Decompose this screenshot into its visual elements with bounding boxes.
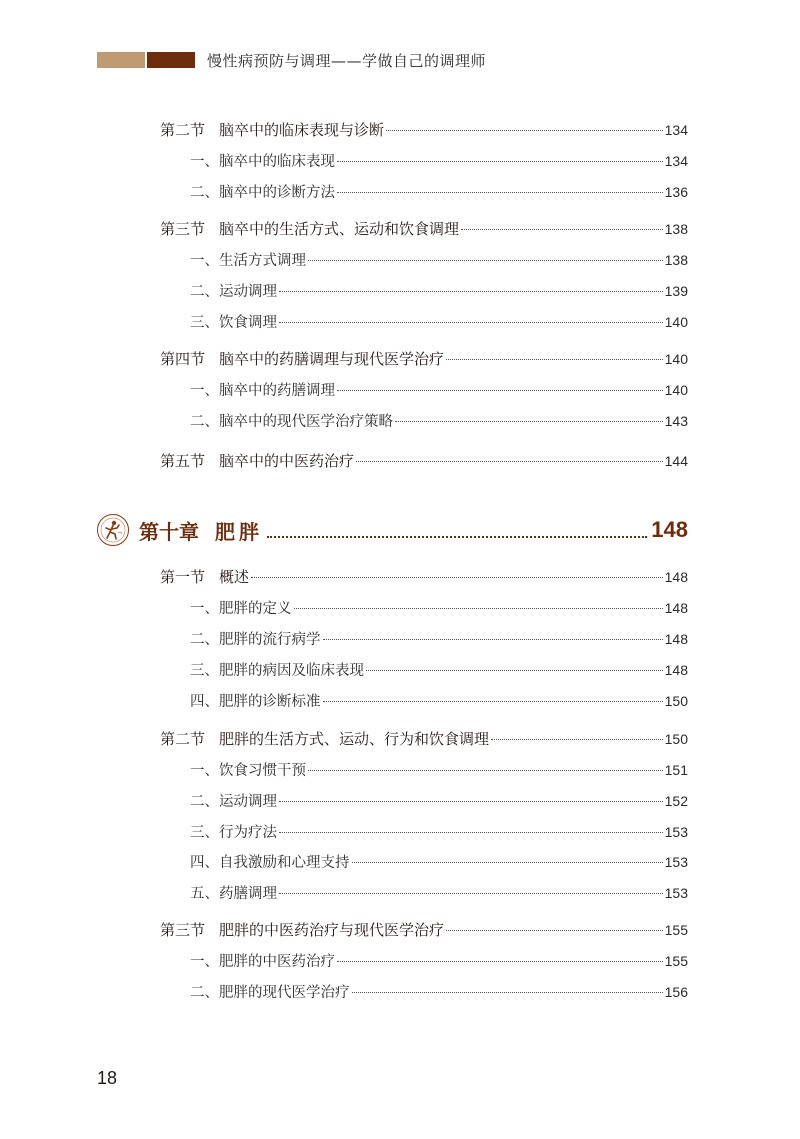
subsection-title: 二、脑卒中的诊断方法	[190, 185, 335, 201]
section-number: 第二节	[160, 730, 206, 748]
subsection-title: 二、运动调理	[190, 284, 277, 300]
header-bar-light	[97, 52, 145, 68]
page-ref: 148	[664, 569, 688, 585]
toc-section-row[interactable]	[160, 348, 688, 370]
subsection-title: 三、肥胖的病因及临床表现	[190, 663, 364, 679]
section-number: 第五节	[160, 452, 206, 470]
toc-subsection-row[interactable]	[190, 851, 688, 873]
section-number: 第三节	[160, 921, 206, 939]
toc-section-row[interactable]	[160, 218, 688, 240]
dot-leader	[446, 358, 663, 360]
toc-section-row[interactable]	[160, 450, 688, 472]
page-ref: 151	[664, 762, 688, 778]
dot-leader	[352, 991, 663, 993]
page-ref: 150	[664, 693, 688, 709]
toc-section-row[interactable]	[160, 728, 688, 750]
subsection-title: 一、肥胖的中医药治疗	[190, 954, 335, 970]
toc-subsection-row[interactable]	[190, 628, 688, 650]
toc-subsection-row[interactable]	[190, 690, 688, 712]
page-number: 18	[97, 1068, 118, 1088]
dot-leader	[279, 892, 663, 894]
subsection-title: 一、脑卒中的临床表现	[190, 154, 335, 170]
toc-subsection-row[interactable]	[190, 790, 688, 812]
page-ref: 156	[664, 984, 688, 1000]
toc-subsection-row[interactable]	[190, 410, 688, 432]
dot-leader	[308, 259, 663, 261]
subsection-title: 二、运动调理	[190, 794, 277, 810]
page-ref: 153	[664, 885, 688, 901]
chapter-heading[interactable]	[97, 512, 688, 548]
toc-subsection-row[interactable]	[190, 597, 688, 619]
page-ref: 136	[664, 184, 688, 200]
chapter-page: 148	[651, 517, 688, 542]
subsection-title: 一、饮食习惯干预	[190, 763, 306, 779]
chapter-title: 肥胖	[215, 519, 263, 544]
toc-subsection-row[interactable]	[190, 981, 688, 1003]
page-ref: 155	[664, 953, 688, 969]
toc-subsection-row[interactable]	[190, 150, 688, 172]
page-ref: 155	[664, 922, 688, 938]
section-title: 脑卒中的药膳调理与现代医学治疗	[219, 350, 445, 368]
header-bar-dark	[147, 52, 195, 68]
subsection-title: 一、脑卒中的药膳调理	[190, 383, 335, 399]
section-title: 脑卒中的中医药治疗	[219, 452, 355, 470]
dot-leader	[308, 769, 663, 771]
subsection-title: 四、自我激励和心理支持	[190, 855, 350, 871]
page-ref: 138	[664, 252, 688, 268]
toc-subsection-row[interactable]	[190, 659, 688, 681]
toc-subsection-row[interactable]	[190, 950, 688, 972]
dot-leader	[279, 831, 663, 833]
toc-subsection-row[interactable]	[190, 882, 688, 904]
chapter-number: 第十章	[139, 519, 199, 544]
page-ref: 148	[664, 662, 688, 678]
dot-leader	[366, 669, 663, 671]
dot-leader	[337, 160, 663, 162]
subsection-title: 二、肥胖的现代医学治疗	[190, 985, 350, 1001]
subsection-title: 二、脑卒中的现代医学治疗策略	[190, 414, 393, 430]
herbalist-emblem-icon	[97, 514, 129, 546]
page-ref: 144	[664, 453, 688, 469]
page-ref: 138	[664, 221, 688, 237]
section-title: 脑卒中的临床表现与诊断	[219, 121, 385, 139]
dot-leader	[395, 420, 663, 422]
subsection-title: 五、药膳调理	[190, 886, 277, 902]
subsection-title: 一、生活方式调理	[190, 253, 306, 269]
subsection-title: 三、饮食调理	[190, 315, 277, 331]
section-title: 肥胖的中医药治疗与现代医学治疗	[219, 921, 445, 939]
section-title: 脑卒中的生活方式、运动和饮食调理	[219, 220, 460, 238]
dot-leader	[337, 191, 663, 193]
toc-section-row[interactable]	[160, 119, 688, 141]
page-ref: 139	[664, 283, 688, 299]
toc-subsection-row[interactable]	[190, 249, 688, 271]
toc-subsection-row[interactable]	[190, 821, 688, 843]
page-ref: 148	[664, 631, 688, 647]
toc-subsection-row[interactable]	[190, 181, 688, 203]
page-ref: 152	[664, 793, 688, 809]
dot-leader	[491, 738, 663, 740]
section-number: 第四节	[160, 350, 206, 368]
book-title: 慢性病预防与调理——学做自己的调理师	[207, 51, 487, 70]
page-ref: 134	[664, 122, 688, 138]
subsection-title: 二、肥胖的流行病学	[190, 632, 321, 648]
dot-leader	[294, 607, 663, 609]
section-title: 概述	[219, 568, 250, 586]
toc-subsection-row[interactable]	[190, 311, 688, 333]
running-header	[97, 48, 486, 72]
dot-leader	[267, 535, 647, 538]
dot-leader	[323, 700, 663, 702]
page-ref: 134	[664, 153, 688, 169]
page-ref: 153	[664, 824, 688, 840]
subsection-title: 一、肥胖的定义	[190, 601, 292, 617]
toc-subsection-row[interactable]	[190, 759, 688, 781]
page-ref: 148	[664, 600, 688, 616]
page-ref: 140	[664, 314, 688, 330]
section-number: 第二节	[160, 121, 206, 139]
dot-leader	[279, 290, 663, 292]
dot-leader	[356, 460, 663, 462]
toc-section-row[interactable]	[160, 566, 688, 588]
dot-leader	[337, 389, 663, 391]
dot-leader	[251, 576, 663, 578]
dot-leader	[279, 321, 663, 323]
toc-subsection-row[interactable]	[190, 379, 688, 401]
dot-leader	[352, 861, 663, 863]
toc-subsection-row[interactable]	[190, 280, 688, 302]
dot-leader	[446, 929, 663, 931]
toc-section-row[interactable]	[160, 919, 688, 941]
section-number: 第一节	[160, 568, 206, 586]
dot-leader	[386, 129, 663, 131]
page-ref: 143	[664, 413, 688, 429]
page-ref: 153	[664, 854, 688, 870]
page-ref: 150	[664, 731, 688, 747]
page-ref: 140	[664, 351, 688, 367]
subsection-title: 四、肥胖的诊断标准	[190, 694, 321, 710]
dot-leader	[323, 638, 663, 640]
section-number: 第三节	[160, 220, 206, 238]
section-title: 肥胖的生活方式、运动、行为和饮食调理	[219, 730, 490, 748]
page-ref: 140	[664, 382, 688, 398]
dot-leader	[461, 228, 663, 230]
subsection-title: 三、行为疗法	[190, 825, 277, 841]
dot-leader	[337, 960, 663, 962]
dot-leader	[279, 800, 663, 802]
